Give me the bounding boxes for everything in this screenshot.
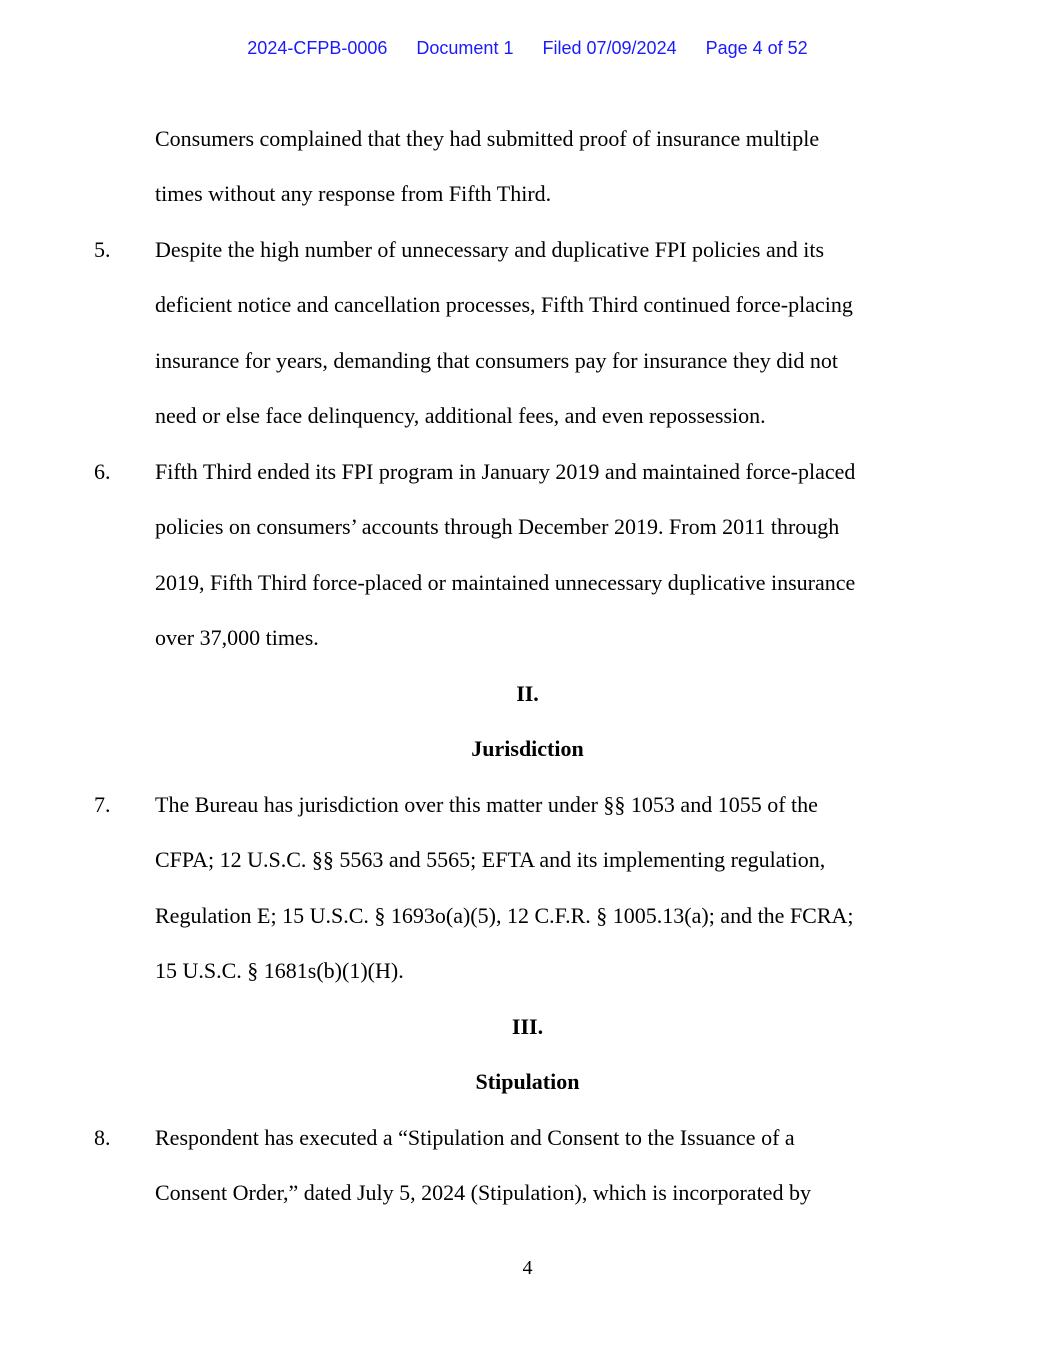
page-indicator: Page 4 of 52 [705,38,808,58]
body-line: times without any response from Fifth Third. [155,181,552,206]
section-title: Stipulation [475,1069,580,1094]
page-number: 4 [522,1257,533,1279]
body-line: policies on consumers’ accounts through December 2019. From 2011 through [155,514,840,539]
case-number: 2024-CFPB-0006 [247,38,388,58]
body-line: Respondent has executed a “Stipulation and Consent to the Issuance of a [155,1125,795,1150]
body-line: deficient notice and cancellation processes, Fifth Third continued force-placing [155,292,853,317]
section-numeral: III. [511,1014,544,1039]
body-line: insurance for years, demanding that consumers pay for insurance they did not [155,348,839,373]
body-line: Regulation E; 15 U.S.C. § 1693o(a)(5), 12 C.F.R. § 1005.13(a); and the FCRA; [155,903,854,928]
body-line: Fifth Third ended its FPI program in January 2019 and maintained force-placed [155,459,856,484]
paragraph-number: 6. [94,459,111,484]
body-line: 15 U.S.C. § 1681s(b)(1)(H). [155,958,404,983]
body-line: 2019, Fifth Third force-placed or maintained unnecessary duplicative insurance [155,570,856,595]
body-line: Consent Order,” dated July 5, 2024 (Stipulation), which is incorporated by [155,1180,811,1205]
body-line: The Bureau has jurisdiction over this matter under §§ 1053 and 1055 of the [155,792,818,817]
document-number: Document 1 [416,38,514,58]
paragraph-number: 8. [94,1125,111,1150]
body-line: over 37,000 times. [155,625,319,650]
paragraph-number: 7. [94,792,111,817]
section-numeral: II. [516,681,539,706]
section-title: Jurisdiction [471,736,584,761]
body-line: need or else face delinquency, additional fees, and even repossession. [155,403,766,428]
filed-date: Filed 07/09/2024 [542,38,677,58]
paragraph-number: 5. [94,237,111,262]
body-line: Consumers complained that they had submitted proof of insurance multiple [155,126,820,151]
body-line: Despite the high number of unnecessary and duplicative FPI policies and its [155,237,825,262]
filing-header [0,38,1055,59]
body-line: CFPA; 12 U.S.C. §§ 5563 and 5565; EFTA and its implementing regulation, [155,847,826,872]
